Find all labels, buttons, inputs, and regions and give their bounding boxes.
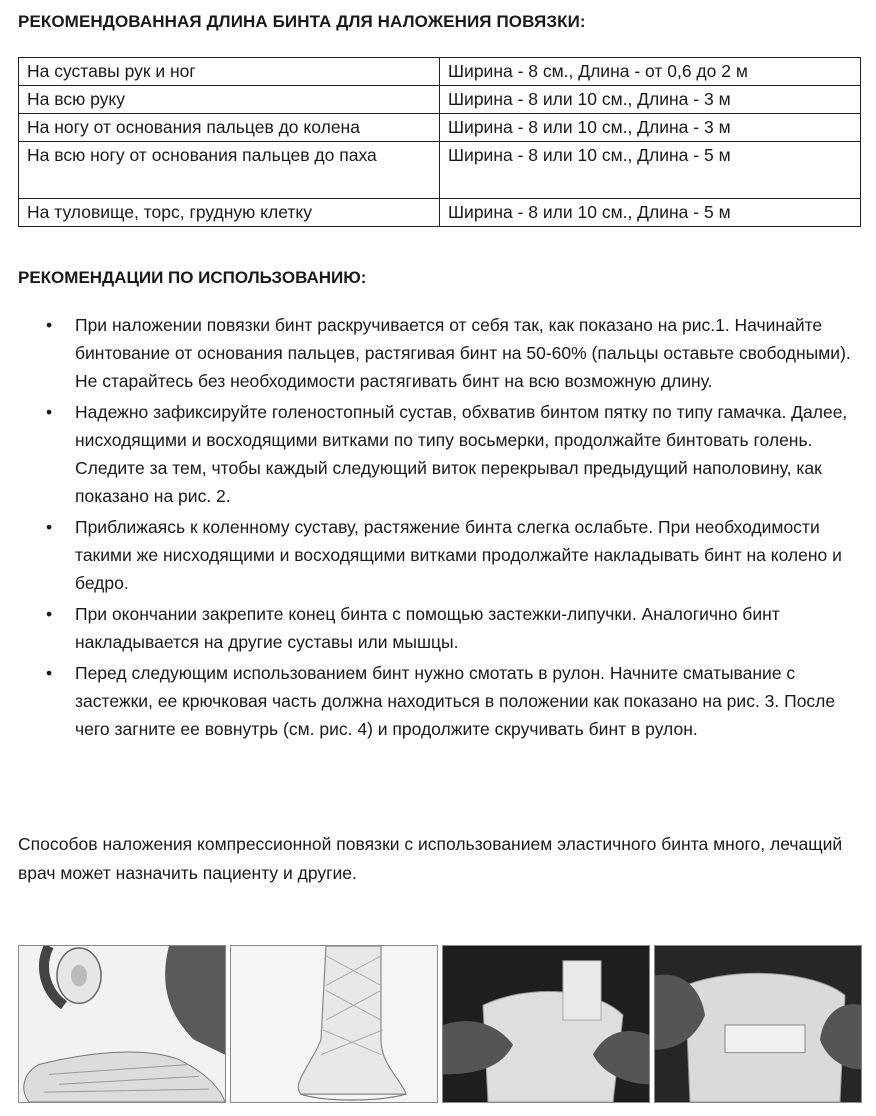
bandage-length-table [18,57,861,227]
table-row [19,86,861,114]
recommendation-text: При окончании закрепите конец бинта с помощью застежки-липучки. Аналогично бинт накладывается на другие суставы или мышцы. [75,604,780,652]
table-row [19,114,861,142]
table-cell-area: На суставы рук и ног [19,58,440,86]
figure-1-photo [18,945,226,1103]
recommendation-text: Надежно зафиксируйте голеностопный сустав, обхватив бинтом пятку по типу гамачка. Далее, нисходящими и восходящими витками по типу восьмерки, продолжайте бинтовать голень. Следите за тем, чтобы каждый следующий виток перекрывал предыдущий наполовину, как показано на рис. 2. [75,402,848,506]
bullet-icon: • [46,604,53,624]
illustration-strip [18,945,862,1103]
list-item [18,659,863,743]
list-item [18,311,863,395]
figure-2-photo [230,945,438,1103]
table-cell-size: Ширина - 8 или 10 см., Длина - 3 м [440,114,861,142]
table-row [19,199,861,227]
rolling-bandage-image [443,946,649,1102]
recommendation-text: Перед следующим использованием бинт нужно смотать в рулон. Начните сматывание с застежки, ее крючковая часть должна находиться в положении как показано на рис. 3. После чего загните ее вовнутрь (см. рис. 4) и продолжите скручивать бинт в рулон. [75,663,836,739]
bullet-icon: • [46,402,53,422]
table-cell-size: Ширина - 8 или 10 см., Длина - 3 м [440,86,861,114]
table-row [19,142,861,199]
table-cell-size: Ширина - 8 или 10 см., Длина - 5 м [440,142,861,199]
bullet-icon: • [46,663,53,683]
figure-3-photo [442,945,650,1103]
heading-recommended-length: РЕКОМЕНДОВАННАЯ ДЛИНА БИНТА ДЛЯ НАЛОЖЕНИЯ ПОВЯЗКИ: [18,12,586,31]
bandaged-leg-image [231,946,437,1102]
recommendation-text: Приближаясь к коленному суставу, растяжение бинта слегка ослабьте. При необходимости такими же нисходящими и восходящими витками продолжайте накладывать бинт на колено и бедро. [75,517,842,593]
table-cell-area: На ногу от основания пальцев до колена [19,114,440,142]
table-cell-size: Ширина - 8 или 10 см., Длина - 5 м [440,199,861,227]
bullet-icon: • [46,517,53,537]
table-cell-size: Ширина - 8 см., Длина - от 0,6 до 2 м [440,58,861,86]
heading-usage-recommendations: РЕКОМЕНДАЦИИ ПО ИСПОЛЬЗОВАНИЮ: [18,268,367,287]
table-cell-area: На всю ногу от основания пальцев до паха [19,142,440,199]
table-cell-area: На туловище, торс, грудную клетку [19,199,440,227]
table-row [19,58,861,86]
list-item [18,513,863,597]
list-item [18,600,863,656]
recommendations-list [18,311,863,746]
bandaging-foot-image [19,946,225,1102]
list-item [18,398,863,510]
recommendation-text: При наложении повязки бинт раскручивается от себя так, как показано на рис.1. Начинайте бинтование от основания пальцев, растягивая бинт на 50-60% (пальцы оставьте свободными). Не старайтесь без необходимости растягивать бинт на всю возможную длину. [75,315,851,391]
closing-paragraph: Способов наложения компрессионной повязки с использованием эластичного бинта много, лечащий врач может назначить пациенту и другие. [18,834,843,883]
bullet-icon: • [46,315,53,335]
folding-clasp-image [655,946,861,1102]
table-cell-area: На всю руку [19,86,440,114]
figure-4-photo [654,945,862,1103]
